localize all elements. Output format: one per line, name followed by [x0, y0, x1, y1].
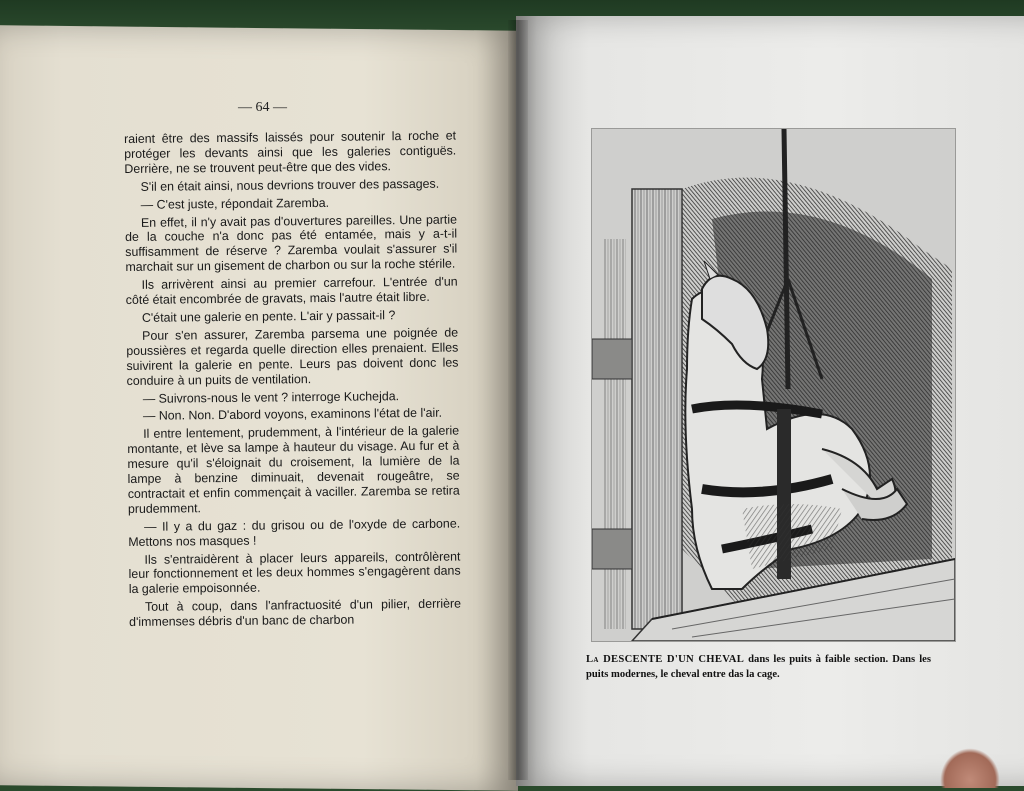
- paragraph: — Suivrons-nous le vent ? interroge Kuchejda.: [142, 388, 400, 406]
- paragraph: S'il en était ainsi, nous devrions trouver des passages.: [140, 176, 440, 194]
- paragraph: Il entre lentement, prudemment, à l'intérieur de la galerie montante, et lève sa lampe à hauteur du visage. Au fur et à mesure qu'il s'éloignait du croisement, la lumière de la lampe à benzine diminuait, devenait rougeâtre, se contractait et enfin commençait à vaciller. Zaremba se retira prudemment.: [127, 423, 460, 516]
- paragraph: raient être des massifs laissés pour soutenir la roche et protéger les devants ainsi que les galeries contiguës. Derrière, ne se trouvent peut-être que des vides.: [124, 128, 457, 176]
- body-text: [124, 129, 461, 634]
- paragraph: Ils s'entraidèrent à placer leurs appareils, contrôlèrent leur fonctionnement et les deux hommes s'engagèrent dans la galerie empoisonnée.: [128, 549, 461, 597]
- page-number: — 64 —: [238, 100, 287, 115]
- paragraph: C'était une galerie en pente. L'air y passait-il ?: [141, 308, 396, 325]
- paragraph: — Non. Non. D'abord voyons, examinons l'état de l'air.: [142, 406, 443, 424]
- caption-lead: La DESCENTE D'UN CHEVAL: [586, 654, 745, 665]
- paragraph: Pour s'en assurer, Zaremba parsema une poignée de poussières et regarda quelle direction elles prenaient. Elles suivirent la galerie en pente. Leurs pas doivent donc les conduire à un puits de ventilation.: [126, 325, 459, 388]
- paragraph: En effet, il n'y avait pas d'ouvertures pareilles. Une partie de la couche n'a donc pas été entamée, mais y a-t-il suffisamment de réserve ? Zaremba voulait s'assurer s'il marchait sur un gisement de charbon ou sur la roche stérile.: [125, 212, 458, 275]
- caption-text: dans les puits à faible section. Dans les puits modernes, le cheval entre das la cage.: [586, 654, 931, 680]
- horse-descent-illustration: [591, 128, 956, 642]
- reader-thumb: [940, 748, 1000, 788]
- book-gutter: [508, 20, 528, 780]
- paragraph: Ils arrivèrent ainsi au premier carrefour. L'entrée d'un côté était encombrée de gravats, mais l'autre était libre.: [125, 274, 458, 308]
- illustration-caption: [586, 652, 931, 682]
- paragraph: Tout à coup, dans l'anfractuosité d'un pilier, derrière d'immenses débris d'un banc de charbon: [129, 596, 462, 630]
- paragraph: — Il y a du gaz : du grisou ou de l'oxyde de carbone. Mettons nos masques !: [128, 516, 461, 549]
- paragraph: — C'est juste, répondait Zaremba.: [140, 195, 330, 212]
